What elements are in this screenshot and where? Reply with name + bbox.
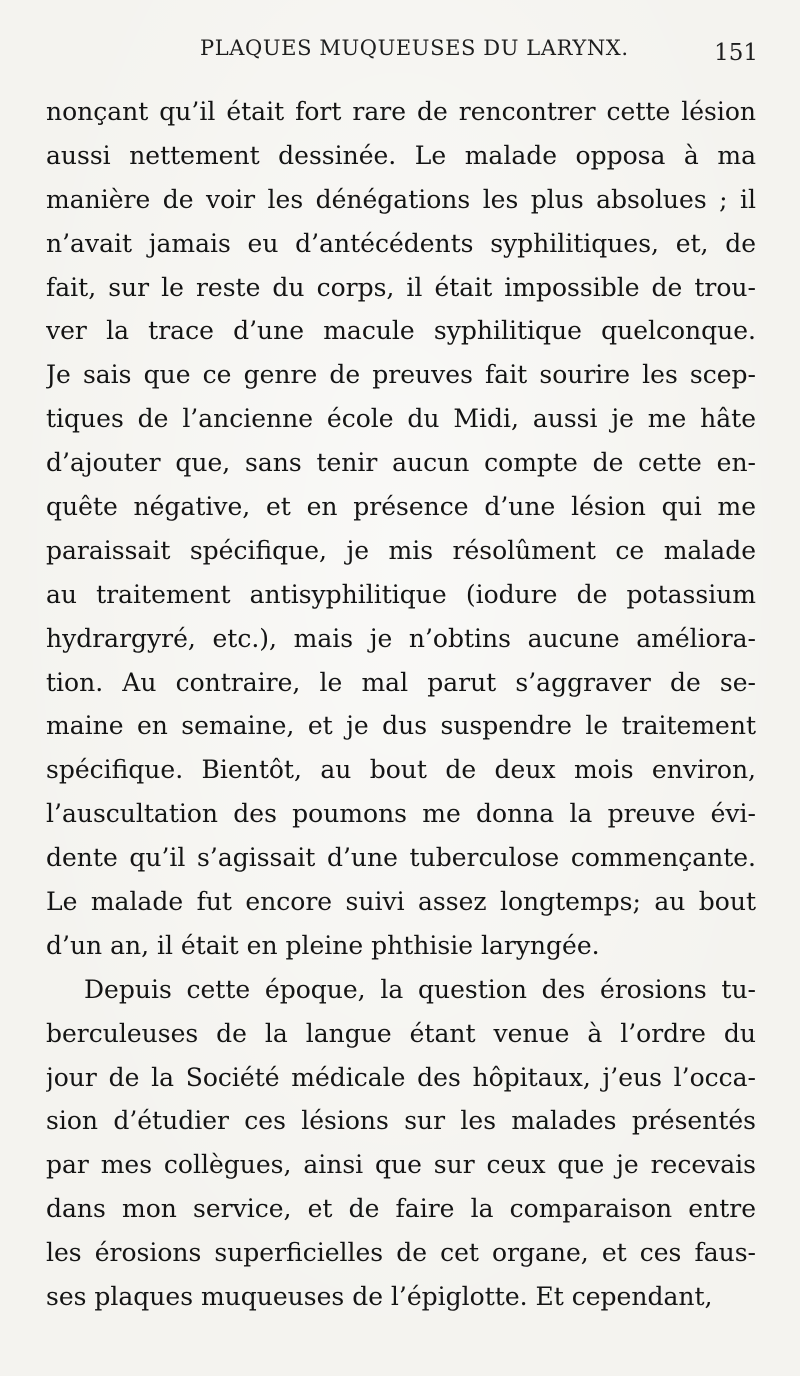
text-line: tiques de l’ancienne école du Midi, aussi je me hâte [46,404,756,434]
text-line: jour de la Société médicale des hôpitaux, j’eus l’occa- [46,1062,756,1092]
text-line: Le malade fut encore suivi assez longtemps; au bout [46,887,756,917]
text-line: au traitement antisyphilitique (iodure de potassium [46,579,756,609]
text-line: dente qu’il s’agissait d’une tuberculose commençante. [46,843,756,873]
text-line: maine en semaine, et je dus suspendre le traitement [46,711,756,741]
running-title: PLAQUES MUQUEUSES DU LARYNX. [200,36,629,60]
text-line: quête négative, et en présence d’une lésion qui me [46,492,756,522]
text-line: nonçant qu’il était fort rare de rencontrer cette lésion [46,97,756,126]
text-line: l’auscultation des poumons me donna la preuve évi- [46,799,756,829]
text-line: ses plaques muqueuses de l’épiglotte. Et cependant, [46,1282,713,1312]
text-line: tion. Au contraire, le mal parut s’aggraver de se- [46,667,756,697]
text-line: manière de voir les dénégations les plus absolues ; il [46,184,756,214]
text-line: spécifique. Bientôt, au bout de deux mois environ, [46,755,756,785]
text-line: hydrargyré, etc.), mais je n’obtins aucune améliora- [46,623,756,653]
paragraph [46,90,756,968]
text-line: d’un an, il était en pleine phthisie laryngée. [46,930,600,960]
page-number: 151 [714,40,758,66]
text-line: n’avait jamais eu d’antécédents syphilitiques, et, de [46,228,756,258]
text-line: Depuis cette époque, la question des érosions tu- [84,974,756,1004]
text-line: fait, sur le reste du corps, il était impossible de trou- [46,272,756,302]
paragraph [46,968,756,1319]
text-line: dans mon service, et de faire la comparaison entre [46,1194,756,1224]
text-line: paraissait spécifique, je mis résolûment ce malade [46,535,756,565]
text-line: ver la trace d’une macule syphilitique quelconque. [46,316,756,346]
text-line: Je sais que ce genre de preuves fait sourire les scep- [46,360,756,390]
text-line: berculeuses de la langue étant venue à l’ordre du [46,1018,756,1048]
text-line: les érosions superficielles de cet organe, et ces faus- [46,1238,756,1268]
text-line: par mes collègues, ainsi que sur ceux que je recevais [46,1150,756,1180]
page-header [40,32,770,72]
text-line: d’ajouter que, sans tenir aucun compte de cette en- [46,448,756,478]
text-line: aussi nettement dessinée. Le malade opposa à ma [46,140,756,170]
text-line: sion d’étudier ces lésions sur les malades présentés [46,1106,756,1136]
body-text [46,90,756,1319]
